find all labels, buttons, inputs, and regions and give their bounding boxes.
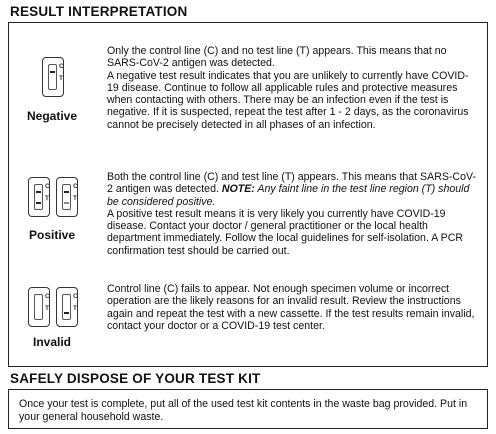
test-line xyxy=(64,312,69,314)
result-window xyxy=(34,184,43,210)
c-marker: C xyxy=(45,183,50,190)
positive-p2: A positive test result means it is very likely you currently have COVID-19 disease. Contact your doctor / general practitioner or the local health department immediately. Follow the local guidelines for self-isolation. A PCR confirmation test should be carried out. xyxy=(107,207,464,257)
positive-p1-text: Both the control line (C) and test line (T) appears. This means that SARS-CoV-2 antigen was detected. xyxy=(107,171,476,196)
dispose-heading: SAFELY DISPOSE OF YOUR TEST KIT xyxy=(10,371,261,386)
control-line xyxy=(64,191,69,193)
negative-description xyxy=(107,45,479,131)
positive-row xyxy=(9,141,487,279)
result-interpretation-box xyxy=(8,22,488,367)
positive-cassette-icon xyxy=(28,177,50,217)
note-label: NOTE: xyxy=(221,183,255,196)
t-marker: T xyxy=(73,195,77,202)
positive-label: Positive xyxy=(28,228,76,242)
result-window xyxy=(34,294,43,320)
result-heading: RESULT INTERPRETATION xyxy=(10,4,188,19)
invalid-description xyxy=(107,283,479,332)
t-marker: T xyxy=(45,195,49,202)
faint-test-line xyxy=(64,202,69,204)
result-window xyxy=(62,294,71,320)
c-marker: C xyxy=(59,63,64,70)
negative-label: Negative xyxy=(26,109,78,123)
invalid-cassette-icon xyxy=(28,287,50,327)
invalid-test-only-cassette-icon xyxy=(56,287,78,327)
note-text: Any faint line in the test line region (T) should be considered positive. xyxy=(107,183,470,208)
invalid-row xyxy=(9,279,487,367)
result-window xyxy=(62,184,71,210)
dispose-text: Once your test is complete, put all of the used test kit contents in the waste bag provided. Put in your general household waste. xyxy=(19,398,468,423)
invalid-label: Invalid xyxy=(32,335,71,349)
positive-faint-cassette-icon xyxy=(56,177,78,217)
c-marker: C xyxy=(73,183,78,190)
test-line xyxy=(36,202,41,204)
negative-p2: A negative test result indicates that you are unlikely to currently have COVID-19 disease. Continue to follow all applicable rules and protective measures when contacting with others. There may be an infection even if the test is negative. If it is suspected, repeat the test after 1 - 2 days, as the coronavirus cannot be precisely detected in all phases of an infection. xyxy=(107,69,469,131)
positive-p1 xyxy=(107,171,479,208)
positive-description xyxy=(107,171,479,257)
t-marker: T xyxy=(59,75,63,82)
c-marker: C xyxy=(73,293,78,300)
dispose-box xyxy=(8,389,488,429)
result-window xyxy=(48,64,57,90)
t-marker: T xyxy=(45,305,49,312)
control-line xyxy=(50,71,55,73)
c-marker: C xyxy=(45,293,50,300)
negative-p1: Only the control line (C) and no test line (T) appears. This means that no SARS-CoV-2 antigen was detected. xyxy=(107,45,447,70)
negative-row xyxy=(9,23,487,141)
t-marker: T xyxy=(73,305,77,312)
control-line xyxy=(36,191,41,193)
negative-cassette-icon xyxy=(42,57,64,97)
invalid-p1: Control line (C) fails to appear. Not enough specimen volume or incorrect operation are the likely reasons for an invalid result. Review the instructions again and repeat the test with a new cassette. If the test results remain invalid, contact your doctor or a COVID-19 test center. xyxy=(107,283,475,332)
